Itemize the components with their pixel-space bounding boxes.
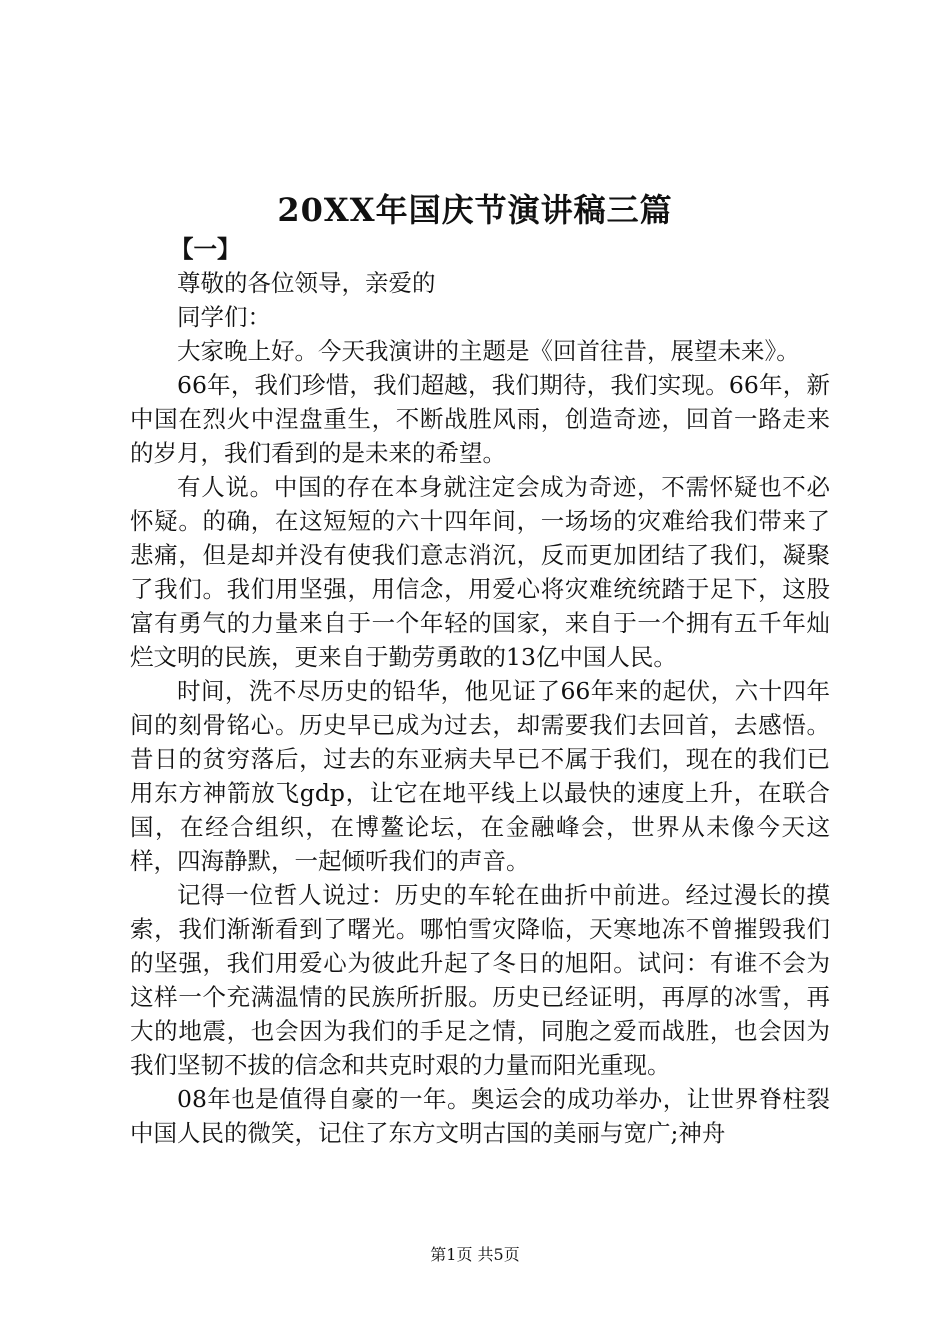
paragraph: 有人说。中国的存在本身就注定会成为奇迹，不需怀疑也不必怀疑。的确，在这短短的六十四年间，一场场的灾难给我们带来了悲痛，但是却并没有使我们意志消沉，反而更加团结了我们，凝聚了我们。我们用坚强，用信念，用爱心将灾难统统踏于足下，这股富有勇气的力量来自于一个年轻的国家，来自于一个拥有五千年灿烂文明的民族，更来自于勤劳勇敢的13亿中国人民。 <box>130 473 830 671</box>
document-body <box>130 232 830 1150</box>
paragraph-salutation-continued: 同学们： <box>177 303 271 331</box>
section-marker: 【一】 <box>170 235 241 263</box>
paragraph: 时间，洗不尽历史的铅华，他见证了66年来的起伏，六十四年间的刻骨铭心。历史早已成为过去，却需要我们去回首，去感悟。昔日的贫穷落后，过去的东亚病夫早已不属于我们，现在的我们已用东方神箭放飞gdp，让它在地平线上以最快的速度上升，在联合国，在经合组织，在博鳌论坛，在金融峰会，世界从未像今天这样，四海静默，一起倾听我们的声音。 <box>130 677 830 875</box>
paragraph: 记得一位哲人说过：历史的车轮在曲折中前进。经过漫长的摸索，我们渐渐看到了曙光。哪怕雪灾降临，天寒地冻不曾摧毁我们的坚强，我们用爱心为彼此升起了冬日的旭阳。试问：有谁不会为这样一个充满温情的民族所折服。历史已经证明，再厚的冰雪，再大的地震，也会因为我们的手足之情，同胞之爱而战胜，也会因为我们坚韧不拔的信念和共克时艰的力量而阳光重现。 <box>130 881 830 1079</box>
document-title: 20XX年国庆节演讲稿三篇 <box>277 191 673 229</box>
paragraph: 大家晚上好。今天我演讲的主题是《回首往昔，展望未来》。 <box>177 337 800 365</box>
page-footer: 第1页 共5页 <box>430 1245 520 1264</box>
paragraph: 08年也是值得自豪的一年。奥运会的成功举办，让世界脊柱裂中国人民的微笑，记住了东方文明古国的美丽与宽广;神舟 <box>130 1085 830 1147</box>
paragraph-salutation: 尊敬的各位领导，亲爱的 <box>177 269 436 297</box>
paragraph: 66年，我们珍惜，我们超越，我们期待，我们实现。66年，新中国在烈火中涅盘重生，不断战胜风雨，创造奇迹，回首一路走来的岁月，我们看到的是未来的希望。 <box>130 371 830 467</box>
